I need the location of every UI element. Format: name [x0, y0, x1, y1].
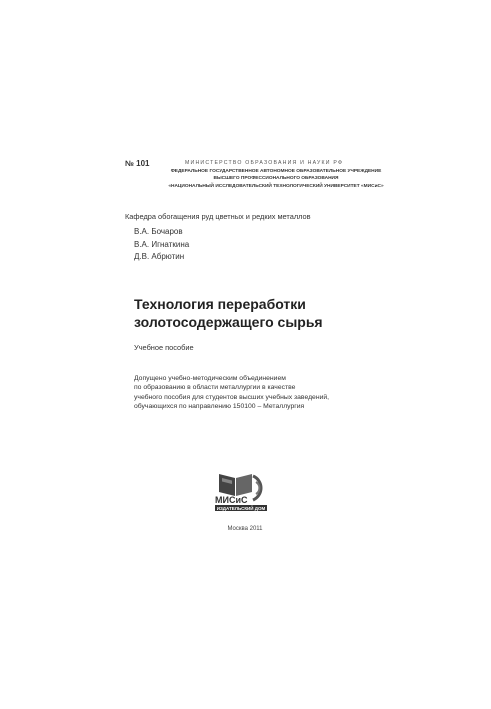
publisher-subtitle: ИЗДАТЕЛЬСКИЙ ДОМ	[216, 506, 266, 511]
book-title-line-1: Технология переработки	[134, 296, 306, 312]
approval-statement	[134, 374, 329, 411]
department-name: Кафедра обогащения руд цветных и редких металлов	[125, 212, 311, 221]
author-1: В.А. Бочаров	[134, 227, 183, 236]
approval-line-1: Допущено учебно-методическим объединением	[134, 375, 286, 382]
approval-line-3: учебного пособия для студентов высших учебных заведений,	[134, 393, 330, 401]
book-title	[134, 295, 323, 331]
city-year: Москва 2011	[227, 526, 263, 532]
misis-logo-icon	[213, 470, 273, 512]
document-type: Учебное пособие	[134, 343, 194, 352]
book-title-line-2: золотосодержащего сырья	[134, 314, 323, 330]
document-number: № 101	[125, 159, 150, 168]
approval-line-2: по образованию в области металлургии в качестве	[134, 384, 296, 392]
institution-line-2: ВЫСШЕГО ПРОФЕССИОНАЛЬНОГО ОБРАЗОВАНИЯ	[213, 176, 339, 181]
author-3: Д.В. Абрютин	[134, 252, 185, 261]
institution-line-3: «НАЦИОНАЛЬНЫЙ ИССЛЕДОВАТЕЛЬСКИЙ ТЕХНОЛОГИЧЕСКИЙ УНИВЕРСИТЕТ «МИСиС»	[168, 184, 384, 189]
publisher-name: МИСиС	[215, 495, 248, 505]
institution-line-1: ФЕДЕРАЛЬНОЕ ГОСУДАРСТВЕННОЕ АВТОНОМНОЕ ОБРАЗОВАТЕЛЬНОЕ УЧРЕЖДЕНИЕ	[170, 169, 382, 174]
approval-line-4: обучающихся по направлению 150100 – Металлургия	[134, 402, 305, 410]
author-2: В.А. Игнаткина	[134, 240, 190, 249]
publisher-logo	[213, 470, 273, 512]
ministry-name: МИНИСТЕРСТВО ОБРАЗОВАНИЯ И НАУКИ РФ	[185, 160, 344, 166]
